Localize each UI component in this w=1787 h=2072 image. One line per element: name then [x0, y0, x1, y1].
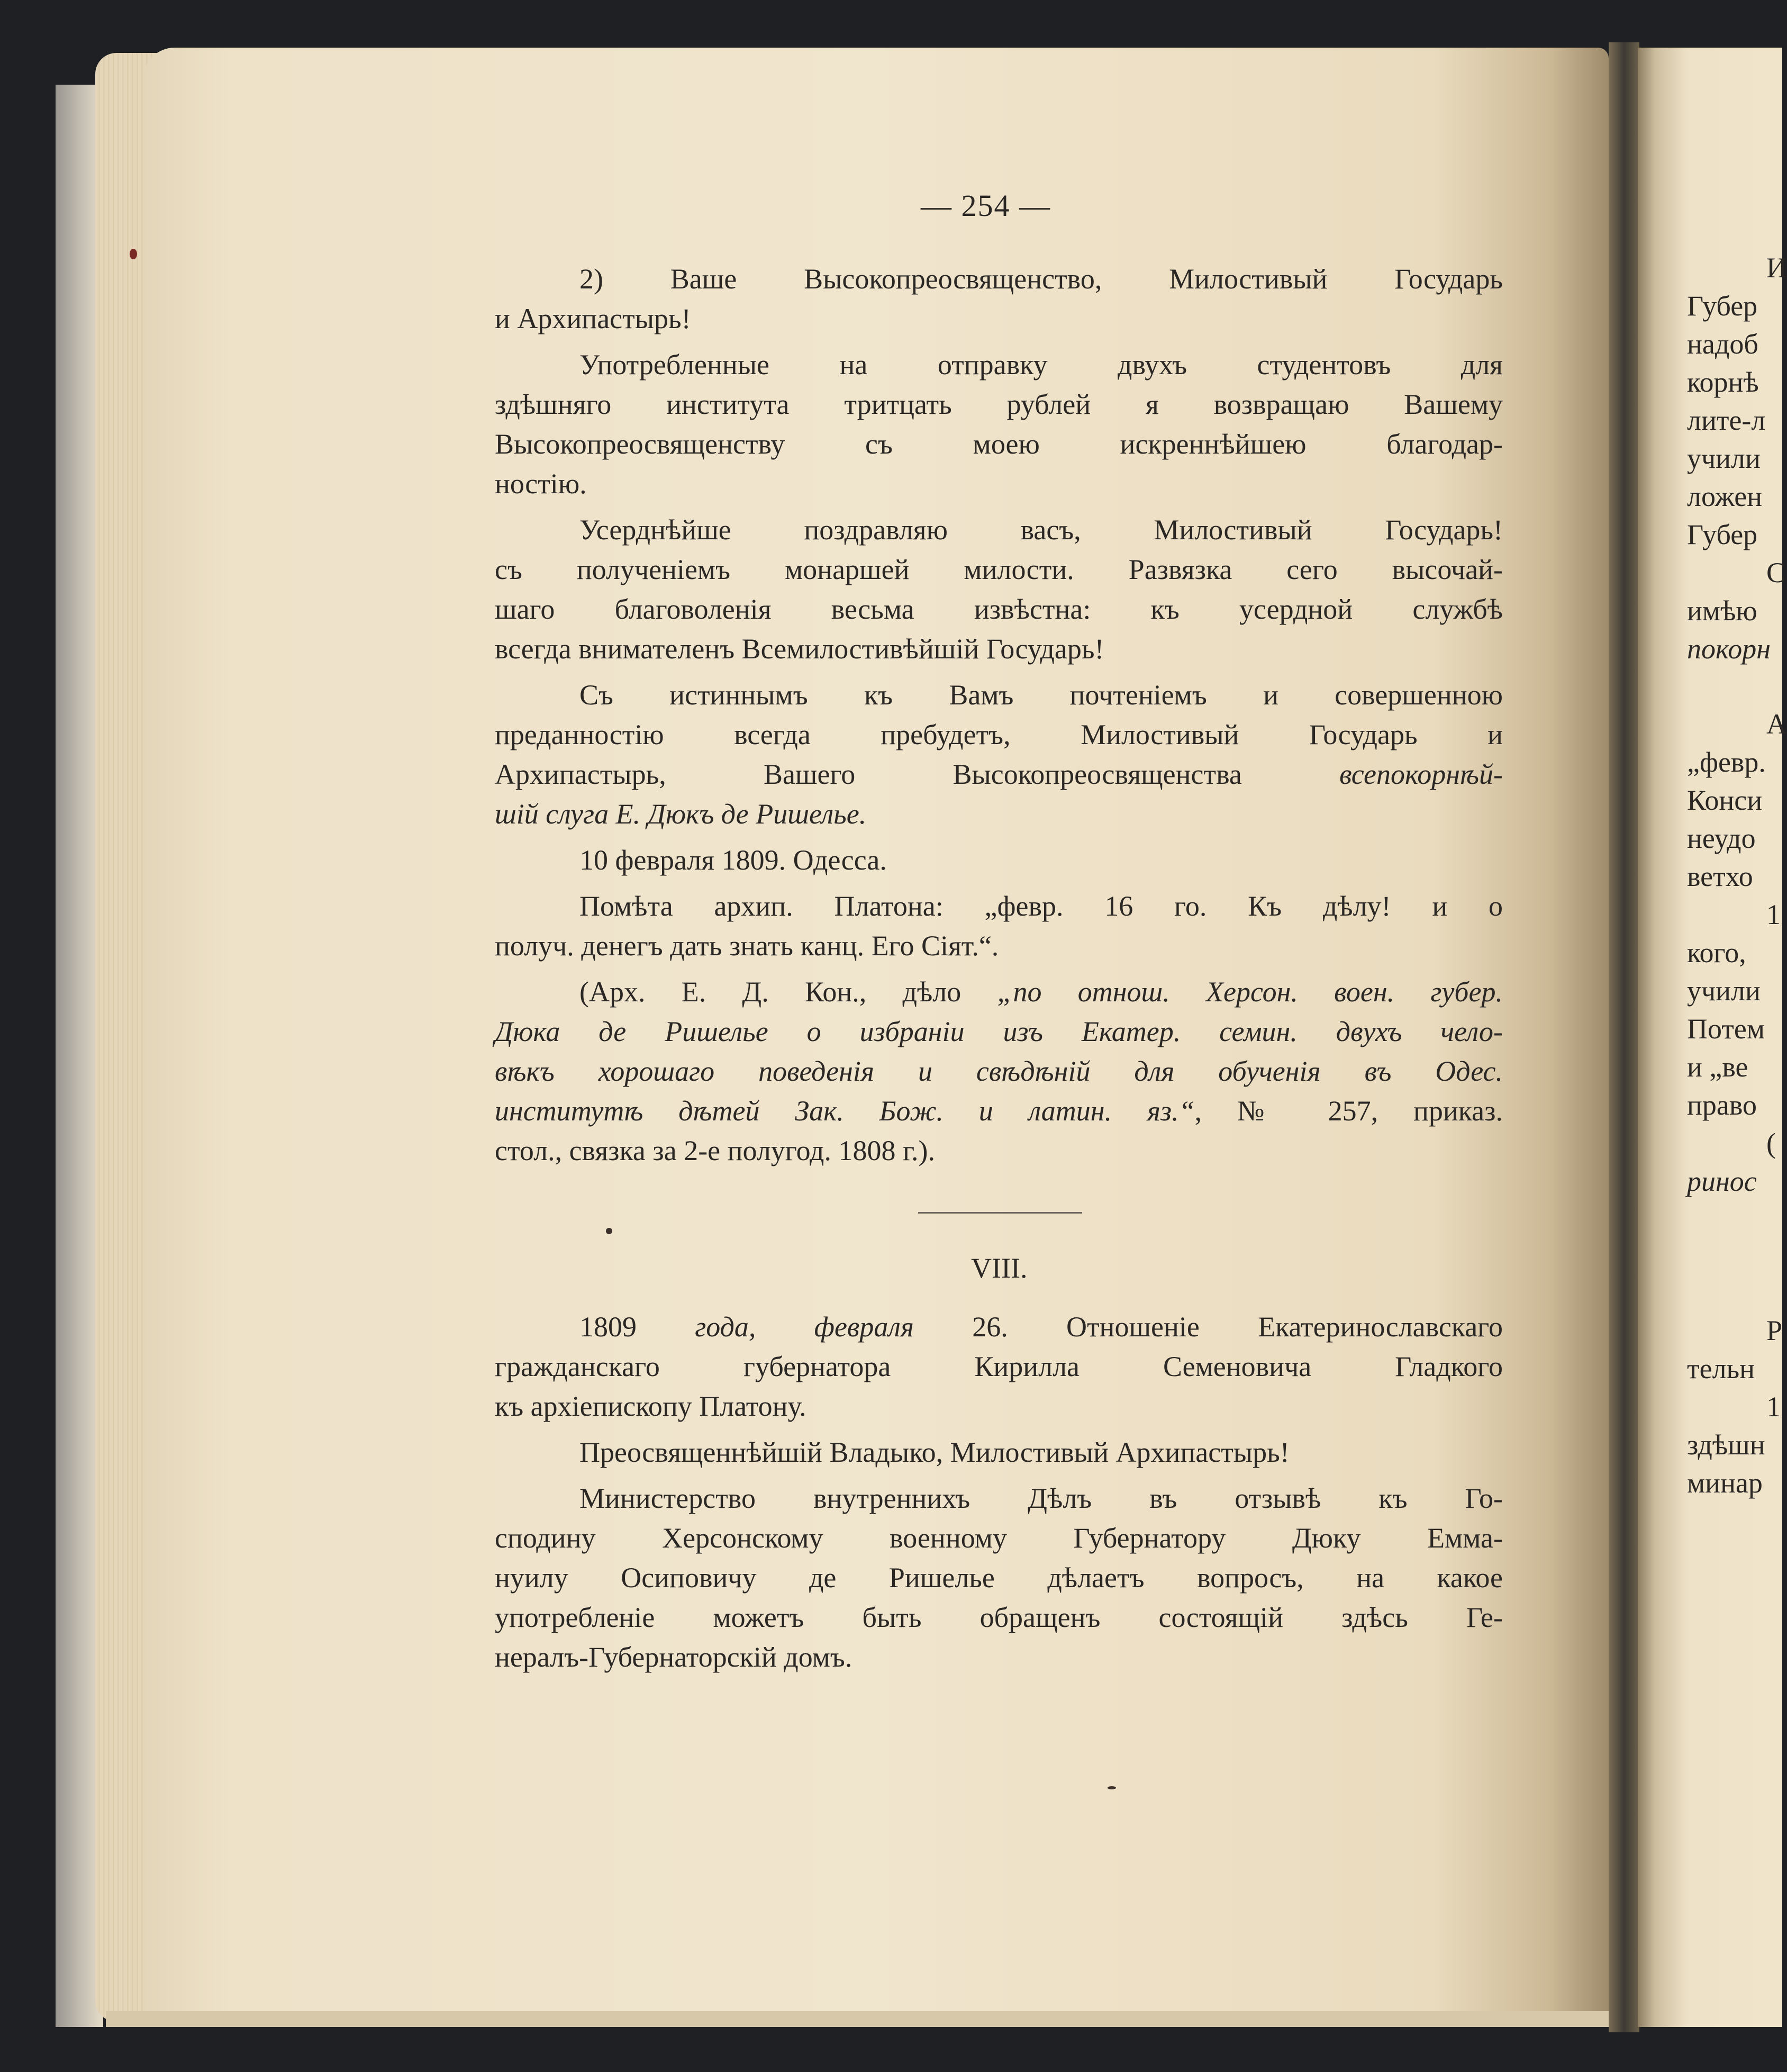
text-line: Министерство внутреннихъ Дѣлъ въ отзывѣ къ Го- [579, 1482, 1503, 1514]
right-fragment: здѣшн [1687, 1429, 1765, 1461]
page-number: — 254 — [921, 188, 1051, 223]
text-line [495, 972, 1503, 1012]
right-fragment: имѣю [1687, 595, 1757, 627]
letter-text [495, 259, 1503, 1171]
right-fragment: 1 [1766, 1391, 1781, 1423]
text-segment: Архипастырь, Вашего Высокопреосвященства [495, 758, 1242, 790]
right-fragment: ветхо [1687, 861, 1753, 892]
right-fragment: учили [1687, 442, 1761, 474]
right-fragment: минар [1687, 1467, 1763, 1499]
right-fragment: право [1687, 1089, 1757, 1121]
right-fragment: И [1766, 252, 1787, 284]
text-line: стол., связка за 2-е полугод. 1808 г.). [495, 1135, 936, 1166]
right-fragment: Конси [1687, 784, 1763, 816]
text-line: гражданскаго губернатора Кирилла Семеновича Гладкого [495, 1351, 1503, 1382]
text-line [495, 755, 1503, 794]
text-line: преданностiю всегда пребудетъ, Милостивый Государь и [495, 719, 1503, 750]
text-line: и Архипастырь! [495, 303, 691, 334]
text-line: вѣкъ хорошаго поведенiя и свѣдѣнiй для обученiя въ Одес. [495, 1055, 1503, 1087]
ink-speck [606, 1228, 612, 1234]
text-line: шаго благоволенiя весьма извѣстна: къ усердной службѣ [495, 593, 1503, 625]
date-line: 10 февраля 1809. Одесса. [579, 844, 887, 876]
right-fragment: С [1766, 557, 1786, 589]
text-segment-italic: „по отнош. Херсон. воен. губер. [997, 976, 1503, 1008]
right-page-text [1687, 249, 1787, 1502]
right-fragment: неудо [1687, 822, 1756, 854]
section-heading: VIII. [971, 1252, 1028, 1284]
ink-speck [130, 249, 137, 259]
book-gutter [1609, 42, 1639, 2032]
text-line: сподину Херсонскому военному Губернатору Дюку Емма- [495, 1522, 1503, 1554]
text-segment: 26. Отношенiе Екатеринославскаго [972, 1311, 1503, 1343]
text-line: Употребленные на отправку двухъ студентовъ для [579, 349, 1503, 381]
signature-line: шiй слуга Е. Дюкъ де Ришелье. [495, 798, 867, 830]
right-fragment: Р [1766, 1315, 1783, 1346]
text-line: Высокопреосвященству съ моею искреннѣйшею благодар- [495, 428, 1503, 460]
text-segment-italic: институтѣ дѣтей Зак. Бож. и латин. яз.“ [495, 1095, 1195, 1127]
right-fragment: покорн [1687, 633, 1771, 665]
right-fragment: ложен [1687, 481, 1763, 512]
text-line: всегда внимателенъ Всемилостивѣйшiй Государь! [495, 633, 1104, 665]
text-line [495, 1091, 1503, 1131]
signature-italic: всепокорнѣй- [1339, 758, 1503, 790]
right-fragment: 1 [1766, 899, 1781, 930]
text-line: получ. денегъ дать знать канц. Его Сiят.“. [495, 930, 999, 962]
right-fragment: А [1766, 708, 1787, 740]
ink-speck [1108, 1786, 1116, 1789]
right-fragment: „февр. [1687, 746, 1766, 778]
left-page-bottom-edge [106, 2011, 1619, 2027]
text-line: Помѣта архип. Платона: „февр. 16 го. Къ дѣлу! и о [579, 890, 1503, 922]
text-line: къ архiепископу Платону. [495, 1390, 806, 1422]
text-segment: (Арх. Е. Д. Кон., дѣло [579, 976, 961, 1008]
text-line: употребленiе можетъ быть обращенъ состоящiй здѣсь Ге- [495, 1601, 1503, 1633]
right-fragment: корнѣ [1687, 366, 1759, 398]
text-segment: , № 257, приказ. [1194, 1095, 1503, 1127]
right-fragment: тельн [1687, 1353, 1755, 1385]
text-line: Съ истиннымъ къ Вамъ почтенiемъ и совершенною [579, 679, 1503, 711]
text-line: ностiю. [495, 468, 587, 500]
right-fragment: лите-л [1687, 404, 1766, 436]
section-text [495, 1307, 1503, 1677]
text-line: нералъ-Губернаторскiй домъ. [495, 1641, 852, 1673]
right-fragment: учили [1687, 975, 1761, 1007]
text-line: здѣшняго института тритцать рублей я возвращаю Вашему [495, 388, 1503, 420]
text-segment: 1809 [579, 1311, 637, 1343]
right-fragment: Потем [1687, 1013, 1765, 1045]
section-separator [918, 1212, 1082, 1214]
text-segment-italic: года, февраля [695, 1311, 914, 1343]
right-fragment: ринос [1687, 1165, 1757, 1197]
text-line: Дюка де Ришелье о избранiи изъ Екатер. семин. двухъ чело- [495, 1016, 1503, 1047]
right-fragment: ( [1766, 1127, 1776, 1159]
right-fragment: Губер [1687, 290, 1758, 322]
text-line [495, 1307, 1503, 1347]
text-line: нуилу Осиповичу де Ришелье дѣлаетъ вопросъ, на какое [495, 1562, 1503, 1594]
right-fragment: кого, [1687, 937, 1746, 969]
salutation-line: Преосвященнѣйшiй Владыко, Милостивый Архипастырь! [579, 1436, 1290, 1468]
text-line: 2) Ваше Высокопреосвященство, Милостивый Государь [579, 263, 1503, 295]
right-fragment: и „ве [1687, 1051, 1748, 1083]
text-line: Усерднѣйше поздравляю васъ, Милостивый Государь! [579, 514, 1503, 546]
text-line: съ полученiемъ монаршей милости. Развязка сего высочай- [495, 554, 1503, 585]
right-fragment: надоб [1687, 328, 1758, 360]
right-fragment: Губер [1687, 519, 1758, 550]
